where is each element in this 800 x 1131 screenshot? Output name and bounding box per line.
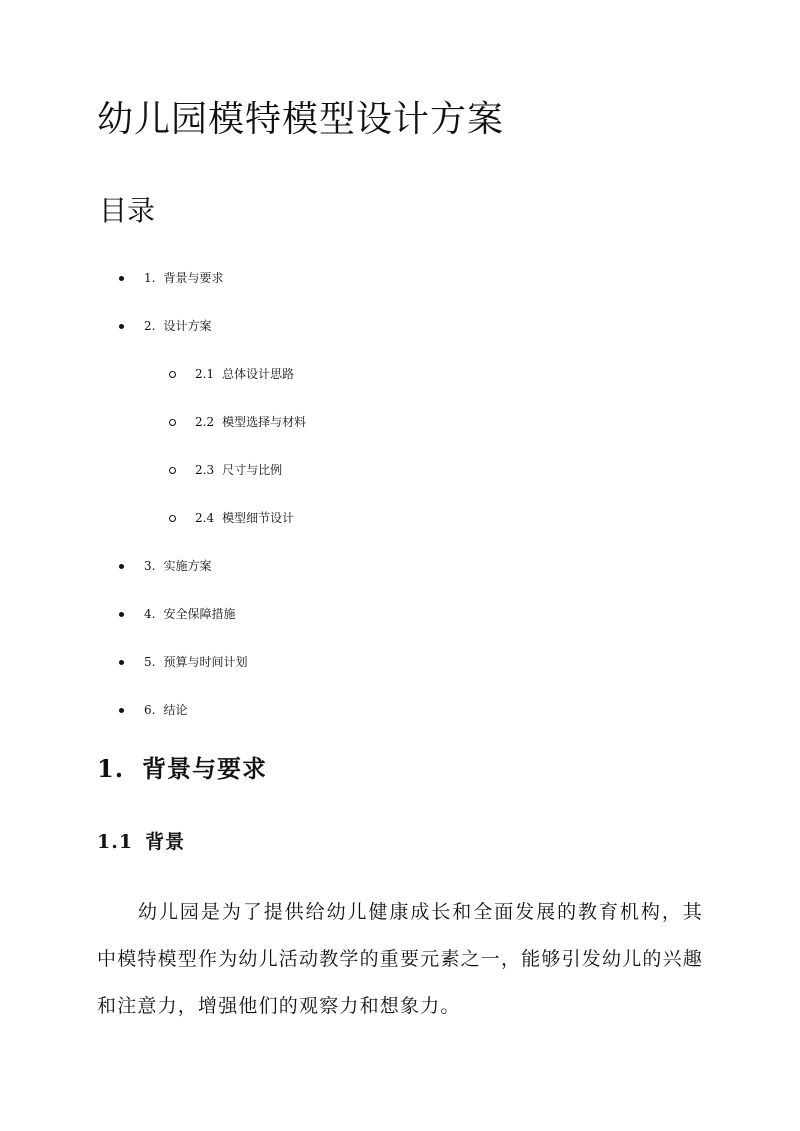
- toc-item-2-4[interactable]: [169, 508, 294, 528]
- toc-item-label: 总体设计思路: [222, 367, 295, 381]
- section-number: 1.: [97, 754, 125, 783]
- toc-item-number: 2.2: [195, 415, 215, 429]
- bullet-icon: [119, 612, 124, 617]
- toc-item-label: 模型细节设计: [222, 511, 295, 525]
- toc-item-number: 4.: [144, 607, 156, 621]
- toc-item-label: 模型选择与材料: [222, 415, 307, 429]
- toc-item-6[interactable]: [119, 700, 187, 720]
- section-heading: [97, 752, 267, 786]
- subsection-title: 背景: [145, 831, 186, 853]
- subsection-heading: [97, 827, 185, 857]
- bullet-icon: [119, 660, 124, 665]
- toc-item-5[interactable]: [119, 652, 247, 672]
- bullet-icon: [119, 276, 124, 281]
- toc-item-number: 2.3: [195, 463, 215, 477]
- toc-item-label: 实施方案: [163, 559, 212, 573]
- toc-item-label: 预算与时间计划: [163, 655, 248, 669]
- circle-bullet-icon: [169, 371, 176, 378]
- circle-bullet-icon: [169, 419, 176, 426]
- toc-item-2[interactable]: [119, 316, 211, 336]
- toc-item-4[interactable]: [119, 604, 235, 624]
- toc-item-number: 2.4: [195, 511, 215, 525]
- subsection-number: 1.1: [97, 831, 134, 853]
- toc-item-label: 安全保障措施: [163, 607, 236, 621]
- bullet-icon: [119, 324, 124, 329]
- toc-item-number: 5.: [144, 655, 156, 669]
- toc-item-label: 结论: [163, 703, 188, 717]
- circle-bullet-icon: [169, 467, 176, 474]
- section-title: 背景与要求: [142, 754, 268, 783]
- toc-item-2-1[interactable]: [169, 364, 294, 384]
- toc-item-1[interactable]: [119, 268, 223, 288]
- toc-item-label: 尺寸与比例: [222, 463, 283, 477]
- toc-item-label: 背景与要求: [163, 271, 224, 285]
- bullet-icon: [119, 708, 124, 713]
- toc-item-number: 2.: [144, 319, 156, 333]
- document-title: 幼儿园模特模型设计方案: [97, 99, 505, 140]
- toc-item-number: 6.: [144, 703, 156, 717]
- toc-item-label: 设计方案: [163, 319, 212, 333]
- toc-item-2-3[interactable]: [169, 460, 282, 480]
- toc-item-number: 1.: [144, 271, 156, 285]
- toc-item-3[interactable]: [119, 556, 211, 576]
- toc-item-number: 3.: [144, 559, 156, 573]
- toc-item-2-2[interactable]: [169, 412, 306, 432]
- bullet-icon: [119, 564, 124, 569]
- toc-item-number: 2.1: [195, 367, 215, 381]
- circle-bullet-icon: [169, 515, 176, 522]
- toc-heading: 目录: [99, 194, 156, 227]
- body-paragraph: 幼儿园是为了提供给幼儿健康成长和全面发展的教育机构，其中模特模型作为幼儿活动教学的重要元素之一，能够引发幼儿的兴趣和注意力，增强他们的观察力和想象力。: [97, 901, 704, 1017]
